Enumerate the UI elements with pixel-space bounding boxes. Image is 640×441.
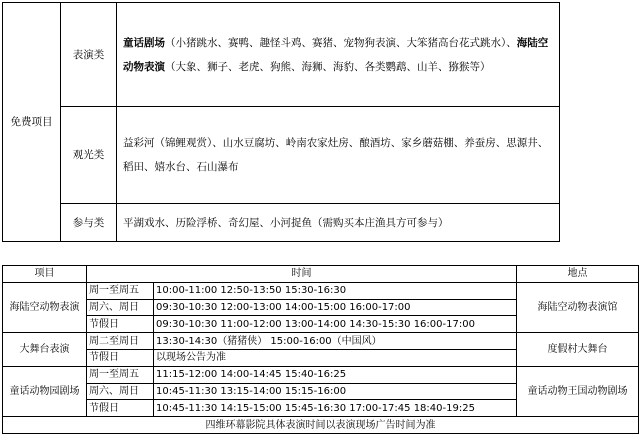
row-day: 周六、周日 (87, 299, 154, 316)
header-item: 项目 (3, 266, 87, 283)
group-place: 海陆空动物表演馆 (517, 282, 639, 332)
fairy-tale-theater-detail: （小猪跳水、赛鸭、趣怪斗鸡、赛猪、宠物狗表演、大笨猪高台花式跳水）、 (165, 36, 517, 49)
category-performance: 表演类 (61, 3, 117, 107)
category-participation-description: 平湖戏水、历险浮桥、奇幻屋、小河捉鱼（需购买本庄渔具方可参与） (117, 204, 560, 242)
row-day: 节假日 (87, 400, 154, 417)
free-items-label: 免费项目 (3, 3, 61, 242)
row-time: 10:00-11:00 12:50-13:50 15:30-16:30 (154, 282, 517, 299)
schedule-header-row (3, 266, 639, 283)
group-name: 大舞台表演 (3, 333, 87, 367)
header-time: 时间 (87, 266, 517, 283)
group-name: 童话动物园剧场 (3, 366, 87, 416)
table-row (3, 333, 639, 350)
category-participation: 参与类 (61, 204, 117, 242)
free-items-table (2, 2, 560, 242)
fairy-tale-theater-title: 童话剧场 (123, 36, 165, 49)
row-time: 11:15-12:00 14:00-14:45 15:40-16:25 (154, 366, 517, 383)
row-time: 10:45-11:30 13:15-14:00 15:15-16:00 (154, 383, 517, 400)
schedule-table (2, 265, 639, 434)
category-row-sightseeing (3, 107, 560, 204)
row-time: 09:30-10:30 12:00-13:00 14:00-15:00 16:00-17:00 (154, 299, 517, 316)
group-name: 海陆空动物表演 (3, 282, 87, 332)
row-day: 周一至周五 (87, 366, 154, 383)
group-place: 度假村大舞台 (517, 333, 639, 367)
category-sightseeing-description: 益彩河（锦鲤观赏）、山水豆腐坊、岭南农家灶房、酿酒坊、家乡蘑菇棚、养蚕房、思源井、稻田、嬉水台、石山瀑布 (117, 107, 560, 204)
group-place: 童话动物王国动物剧场 (517, 366, 639, 416)
row-time: 13:30-14:30（猪猪侠） 15:00-16:00（中国风） (154, 333, 517, 350)
land-sea-air-show-detail: （大象、狮子、老虎、狗熊、海狮、海豹、各类鹦鹉、山羊、猕猴等） (165, 60, 491, 73)
schedule-footer-note: 四维环幕影院具体表演时间以表演现场广告时间为准 (3, 417, 639, 434)
category-sightseeing: 观光类 (61, 107, 117, 204)
header-place: 地点 (517, 266, 639, 283)
table-row (3, 366, 639, 383)
category-row-participation (3, 204, 560, 242)
schedule-footer-row (3, 417, 639, 434)
table-row (3, 282, 639, 299)
row-day: 周二至周日 (87, 333, 154, 350)
category-performance-description (117, 3, 560, 107)
row-day: 节假日 (87, 349, 154, 366)
row-time: 10:45-11:30 14:15-15:00 15:45-16:30 17:00-17:45 18:40-19:25 (154, 400, 517, 417)
row-day: 周六、周日 (87, 383, 154, 400)
row-time: 09:30-10:30 11:00-12:00 13:00-14:00 14:30-15:30 16:00-17:00 (154, 316, 517, 333)
row-day: 节假日 (87, 316, 154, 333)
category-row-performance (3, 3, 560, 107)
land-sea-air-show-title: 海陆空动物表演 (123, 36, 549, 73)
row-time: 以现场公告为准 (154, 349, 517, 366)
row-day: 周一至周五 (87, 282, 154, 299)
